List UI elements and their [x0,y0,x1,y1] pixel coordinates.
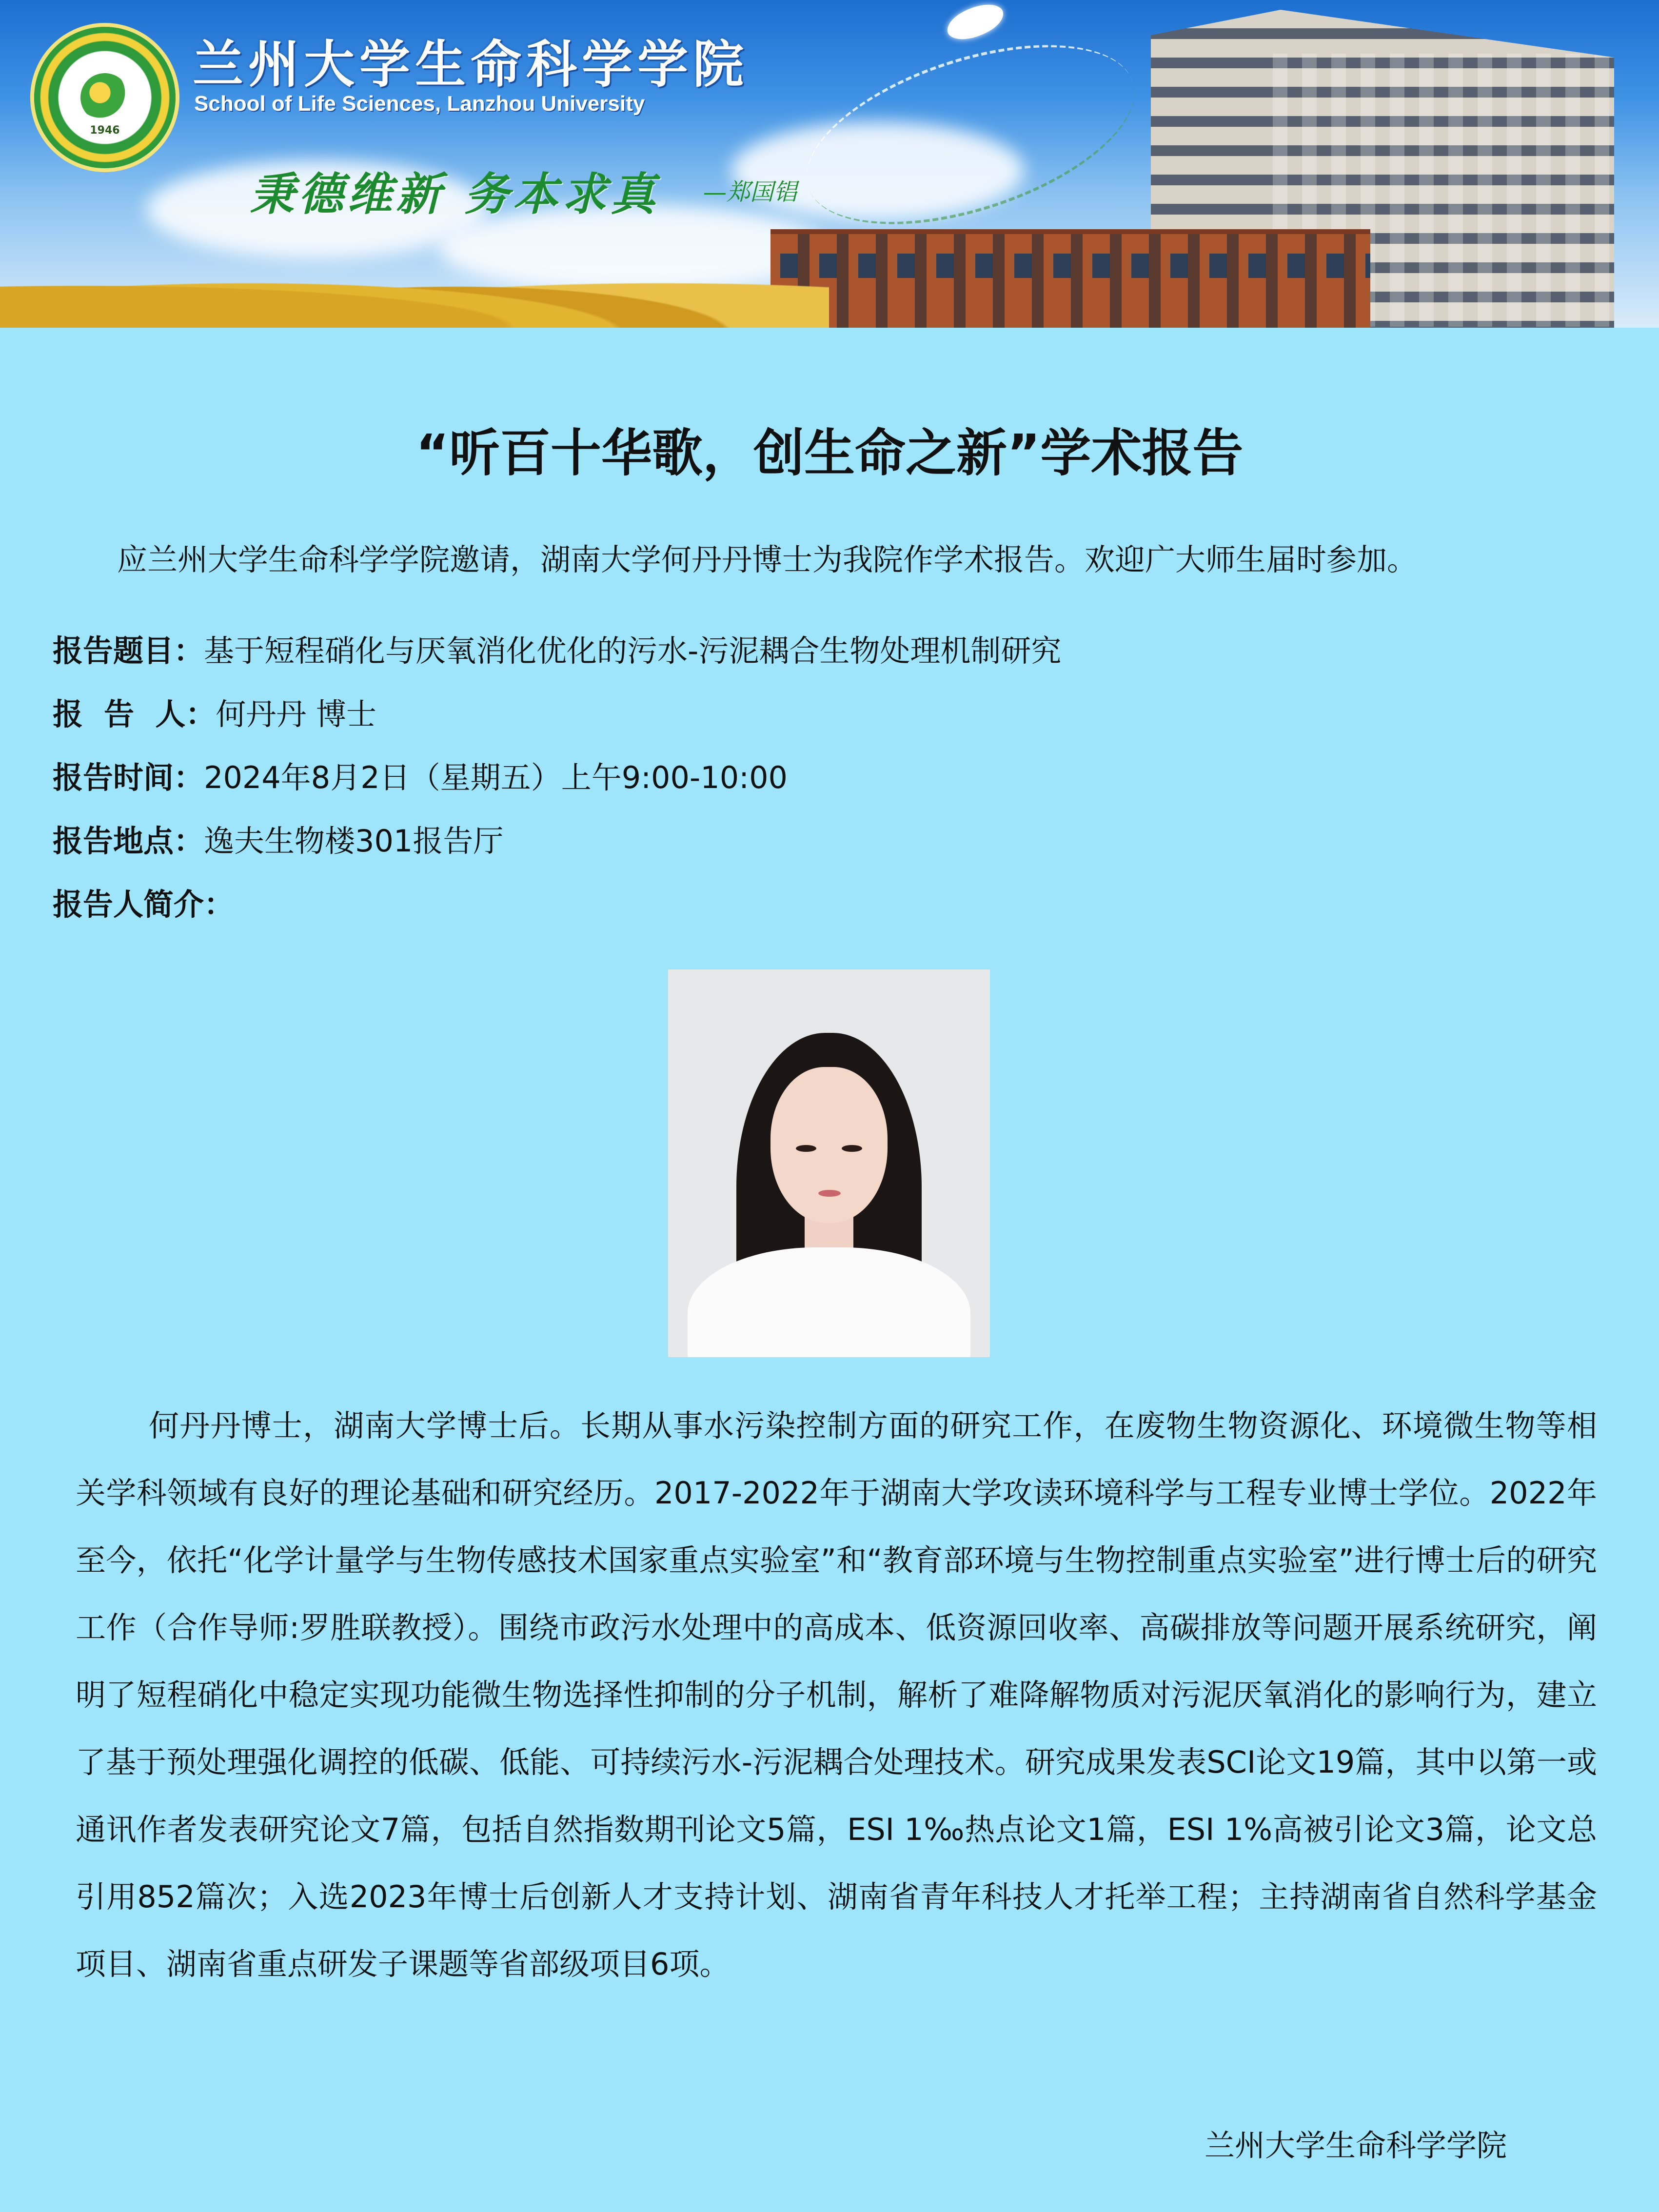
field-label: 报告人简介： [53,887,235,922]
field-topic [53,627,1061,670]
header-banner [0,0,1659,328]
university-logo-icon: 1946 [34,27,176,168]
motto-signature: —郑国锠 [703,178,797,206]
field-value: 2024年8月2日（星期五）上午9:00-10:00 [204,760,788,795]
school-name-cn: 兰州大学生命科学学院 [193,35,749,94]
trees-decoration [0,255,829,328]
field-time [53,753,788,797]
dna-helix-decoration [785,9,1156,259]
speaker-portrait [668,969,990,1357]
intro-text: 应兰州大学生命科学学院邀请，湖南大学何丹丹博士为我院作学术报告。欢迎广大师生届时参加。 [117,542,1418,577]
page-title: “听百十华歌，创生命之新”学术报告 [415,423,1244,483]
school-name-en: School of Life Sciences, Lanzhou University [194,92,645,116]
field-label: 报告时间： [53,760,204,795]
field-speaker [53,690,376,733]
building-image [770,229,1370,328]
field-bio-heading [53,880,234,924]
field-value: 基于短程硝化与厌氧消化优化的污水-污泥耦合生物处理机制研究 [204,633,1062,669]
field-value: 逸夫生物楼301报告厅 [204,823,504,859]
field-label: 报告地点： [53,823,204,859]
field-value: 何丹丹 博士 [216,696,377,732]
school-motto: 秉德维新 务本求真 [250,168,660,220]
field-location [53,817,503,860]
speaker-bio: 何丹丹博士，湖南大学博士后。长期从事水污染控制方面的研究工作，在废物生物资源化、环境微生物等相关学科领域有良好的理论基础和研究经历。2017-2022年于湖南大学攻读环境科学与工程专业博士学位。2022年至今，依托“化学计量学与生物传感技术国家重点实验室”和“教育部环境与生物控制重点实验室”进行博士后的研究工作（合作导师:罗胜联教授）。围绕市政污水处理中的高成本、低资源回收率、高碳排放等问题开展系统研究，阐明了短程硝化中稳定实现功能微生物选择性抑制的分子机制，解析了难降解物质对污泥厌氧消化的影响行为，建立了基于预处理强化调控的低碳、低能、可持续污水-污泥耦合处理技术。研究成果发表SCI论文19篇，其中以第一或通讯作者发表研究论文7篇，包括自然指数期刊论文5篇，ESI 1‰热点论文1篇，ESI 1%高被引论文3篇，论文总引用852篇次；入选2023年博士后创新人才支持计划、湖南省青年科技人才托举工程；主持湖南省自然科学基金项目、湖南省重点研发子课题等省部级项目6项。 [76,1408,1597,1982]
organizer-signoff: 兰州大学生命科学学院 [1205,2128,1507,2163]
dove-icon [943,0,1007,43]
field-label: 报 告 人： [53,696,216,732]
field-label: 报告题目： [53,633,204,669]
